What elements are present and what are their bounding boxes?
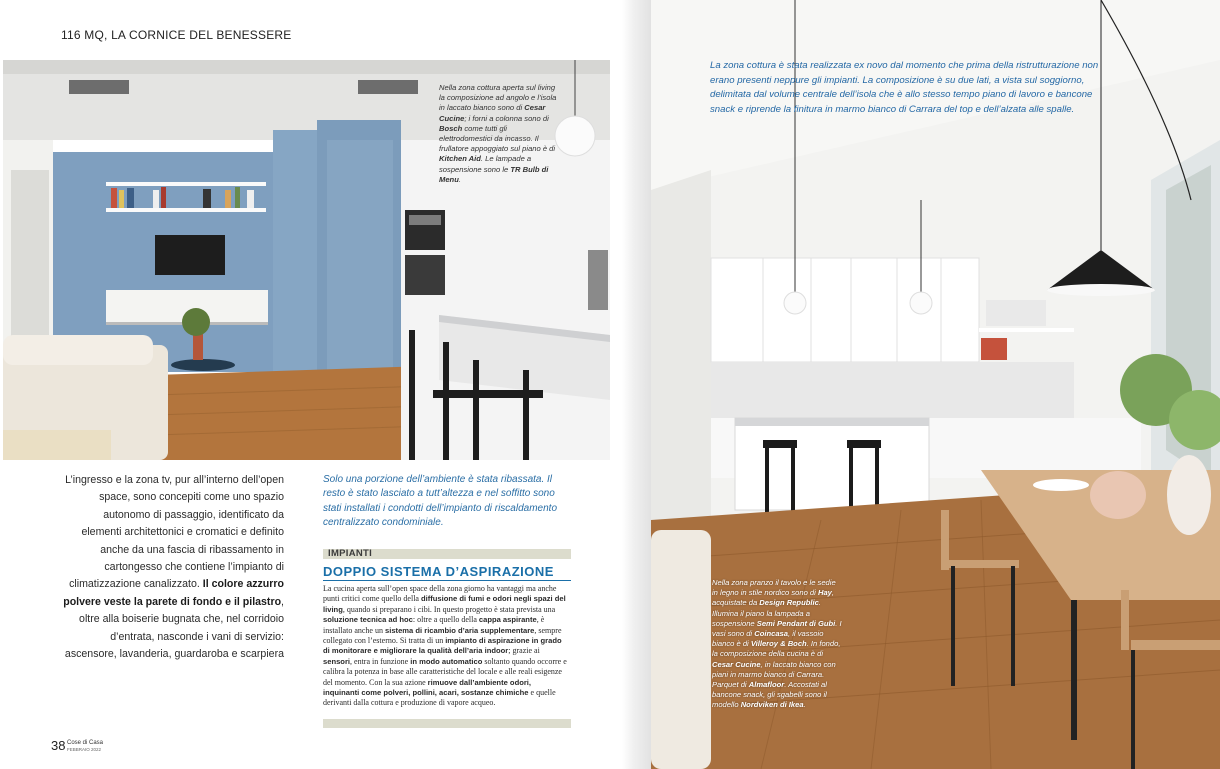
magazine-issue: FEBBRAIO 2022	[67, 747, 102, 752]
caption-brand: Kitchen Aid	[439, 154, 481, 164]
caption-text: Nella zona pranzo il tavolo e le sedie in legno in stile nordico sono di	[712, 578, 836, 598]
body-bold: impianto di aspirazione in grado di monitorare e migliorare la qualità dell’aria indoor	[323, 636, 562, 656]
body-text: : oltre a quello della	[412, 615, 479, 625]
body-bold: cappa aspirante	[478, 615, 537, 625]
body-text: ; grazie ai	[508, 646, 540, 656]
intro-text: , oltre alla boiserie bugnata che, nel corridoio d’entrata, nasconde i vani di servizio: ascensore, lavanderia, guardaroba e scarpiera	[64, 595, 284, 661]
right-photo-caption-bottom	[712, 578, 842, 711]
caption-brand: Nordviken di Ikea	[740, 700, 804, 710]
caption-text: , acquistate da	[712, 588, 835, 608]
article-body	[323, 584, 569, 709]
body-text: soltanto quando occorre e calibra la potenza in base alle caratteristiche del locale e alle reali esigenze del momento. Con la sua azione	[323, 656, 567, 687]
body-text: , entra in funzione	[350, 656, 411, 666]
caption-brand: Coincasa	[754, 629, 788, 639]
caption-brand: Design Republic	[759, 598, 819, 608]
caption-brand: Villeroy & Boch	[750, 639, 807, 649]
caption-text: come tutti gli elettrodomestici da incasso. Il frullatore appoggiato sul piano è di	[439, 123, 556, 154]
section-rule	[323, 580, 571, 581]
section-title: DOPPIO SISTEMA D’ASPIRAZIONE	[323, 564, 554, 579]
spine-gutter	[622, 0, 651, 769]
caption-text: . In fondo, la composizione della cucina è di	[712, 639, 841, 659]
caption-text: . Le lampade a sospensione sono le	[439, 154, 532, 174]
right-photo-caption-top: La zona cottura è stata realizzata ex novo dal momento che prima della ristrutturazione non erano presenti neppure gli impianti. La composizione è su due lati, a vista sul soggiorno, delimitata dal volume centrale dell’isola che è allo stesso tempo piano di lavoro e bancone snack e riprende la finitura in marmo bianco di Carrara del top e dell’alzata alle spalle.	[710, 60, 1099, 115]
caption-brand: TR Bulb di Menu	[439, 164, 549, 184]
pull-quote: Solo una porzione dell’ambiente è stata ribassata. Il resto è stato lasciato a tutt’altezza e nel soffitto sono stati installati i condotti dell’impianto di riscaldamento centralizzato condominiale.	[323, 474, 558, 529]
body-bold: soluzione tecnica ad hoc	[323, 615, 413, 625]
caption-text: Nella zona cottura aperta sul living la composizione ad angolo e l’isola in laccato bianco sono di	[439, 83, 557, 113]
caption-text: . I vasi sono di	[712, 618, 842, 639]
section-label: IMPIANTI	[328, 548, 373, 559]
body-text: e quelle derivanti dalla cottura e produzione di vapore acqueo.	[323, 688, 556, 708]
caption-brand: Cesar Cucine	[439, 103, 546, 123]
body-text: , quando si preparano i cibi. In questo progetto è stata prevista una	[342, 604, 556, 614]
body-bold: diffusione di fumi e odori negli spazi del living	[323, 594, 566, 614]
body-bold: sistema di ricambio d’aria supplementare	[384, 625, 535, 635]
caption-text: .	[458, 174, 461, 184]
right-page	[651, 0, 1220, 769]
running-head: 116 MQ, LA CORNICE DEL BENESSERE	[61, 28, 292, 42]
caption-brand: Almafloor	[748, 680, 785, 690]
body-bold: sensori	[323, 656, 351, 666]
body-text: La cucina aperta sull’open space della zona giorno ha vantaggi ma anche punti critici come quello della	[323, 584, 557, 604]
body-bold: in modo automatico	[410, 656, 483, 666]
body-text: , è installato anche un	[323, 615, 545, 635]
body-bold: rimuove dall’ambiente odori, inquinanti come polveri, pollini, acari, sostanze chimiche	[323, 677, 532, 698]
body-text: , sempre collegato con l’esterno. Si tratta di un	[323, 625, 562, 646]
caption-brand: Cesar Cucine	[712, 659, 761, 669]
caption-text: .	[803, 700, 806, 710]
intro-paragraph	[62, 472, 284, 663]
page-number: 38	[51, 738, 66, 753]
caption-text: , il vassoio bianco è di	[712, 629, 824, 649]
caption-brand: Semi Pendant di Gubi	[756, 618, 836, 628]
magazine-name: Cose di Casa	[67, 740, 104, 746]
intro-bold: Il colore azzurro polvere veste la parete di fondo e il pilastro	[63, 578, 284, 608]
caption-text: , in laccato bianco con piani in marmo bianco di Carrara. Parquet di	[712, 659, 836, 690]
caption-text: . Accostati al bancone snack, gli sgabelli sono il modello	[712, 680, 827, 710]
section-end-bar	[323, 719, 571, 728]
caption-brand: Hay	[817, 588, 832, 598]
caption-text: . Illumina il piano la lampada a sospensione	[712, 598, 821, 628]
caption-brand: Bosch	[439, 123, 463, 133]
intro-text: L’ingresso e la zona tv, pur all’interno dell’open space, sono concepiti come uno spazio autonomo di passaggio, identificato da elementi architettonici e cromatici e definito anche da una fascia di ribassamento in cartongesso che contiene l’impianto di climatizzazione canalizzato.	[65, 474, 284, 591]
left-photo-caption	[439, 83, 559, 185]
caption-text: ; i forni a colonna sono di	[464, 113, 549, 123]
